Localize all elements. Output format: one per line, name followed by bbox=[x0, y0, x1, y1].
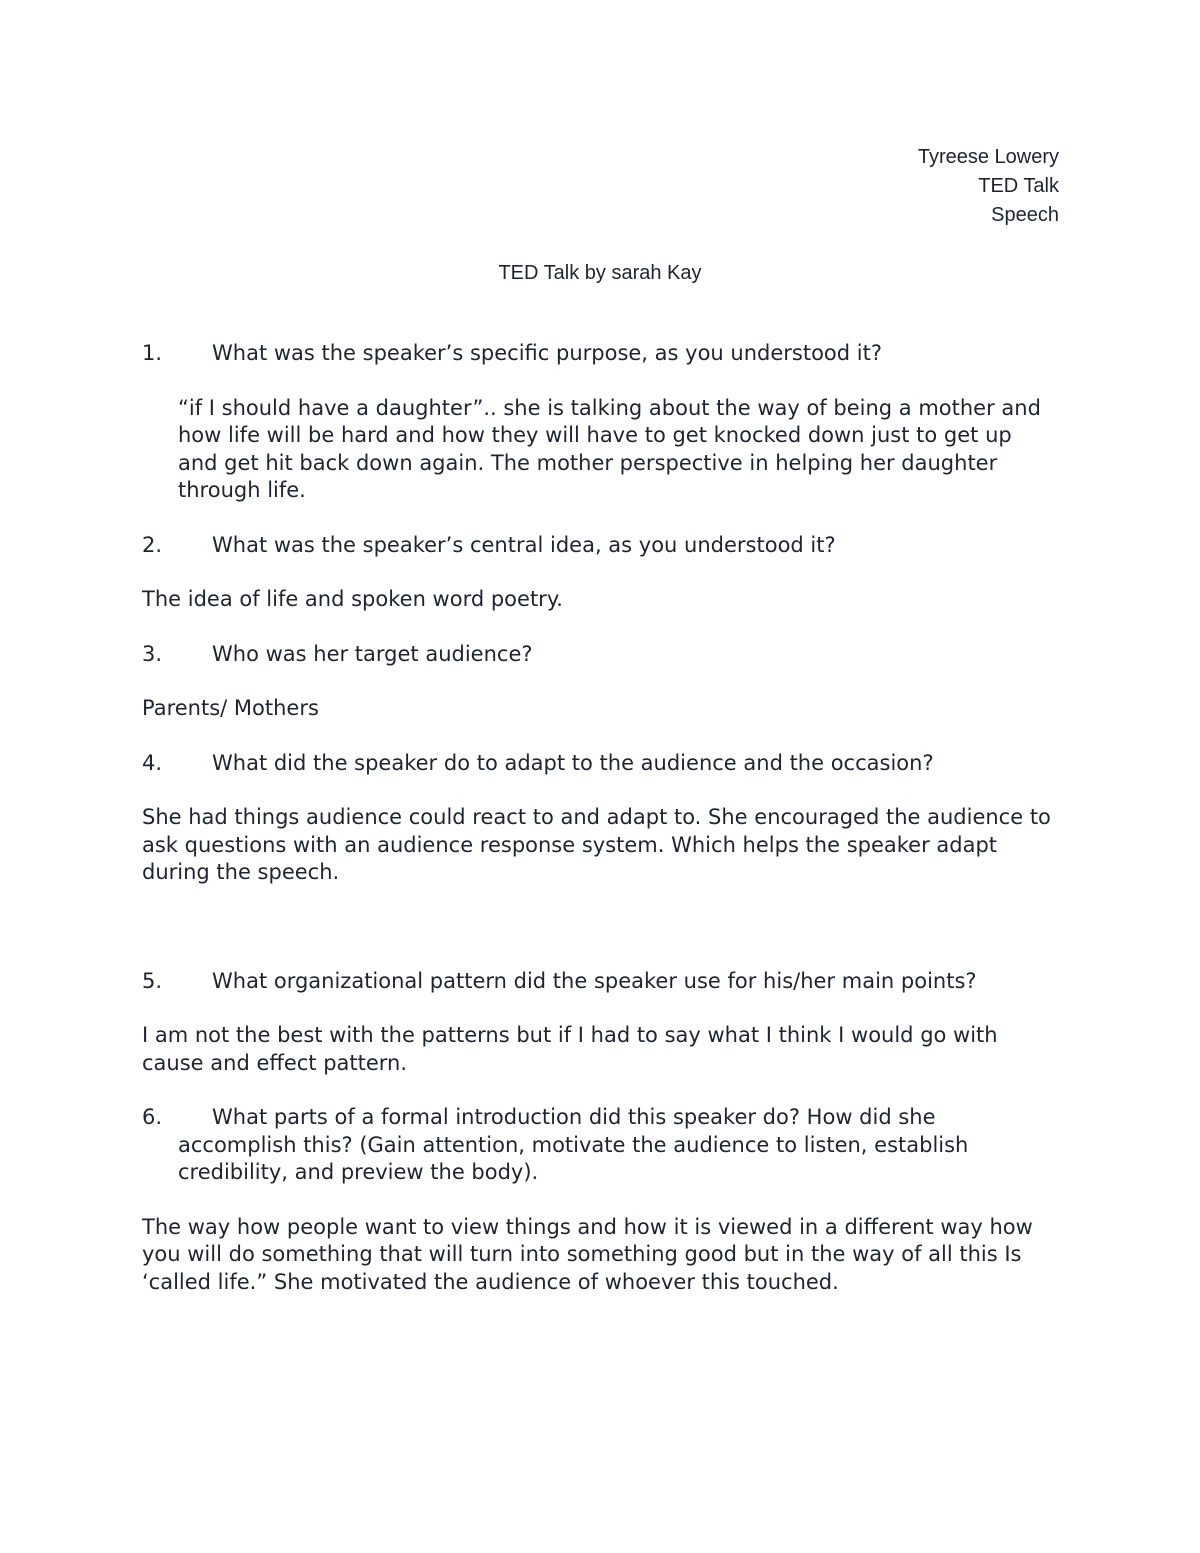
question-number: 5. bbox=[142, 968, 163, 993]
blank-space bbox=[142, 914, 1057, 968]
question-5 bbox=[142, 968, 1057, 996]
question-text: What was the speaker’s specific purpose, as you understood it? bbox=[212, 341, 882, 365]
question-text: What organizational pattern did the speaker use for his/her main points? bbox=[212, 968, 977, 993]
answer-4: She had things audience could react to and adapt to. She encouraged the audience to ask questions with an audience response system. Which helps the speaker adapt during the speech. bbox=[142, 805, 1051, 884]
document-title: TED Talk by sarah Kay bbox=[498, 262, 702, 284]
course-line: TED Talk bbox=[978, 175, 1059, 197]
answer-3: Parents/ Mothers bbox=[142, 696, 319, 720]
question-text: What was the speaker’s central idea, as you understood it? bbox=[212, 532, 836, 557]
question-number: 4. bbox=[142, 750, 163, 775]
answer-6: The way how people want to view things and how it is viewed in a different way how you will do something that will turn into something good but in the way of all this Is ‘called life.” She motivated the audience of whoever this touched. bbox=[142, 1214, 1033, 1294]
question-6 bbox=[142, 1104, 1057, 1187]
question-number: 6. bbox=[142, 1105, 163, 1129]
question-3 bbox=[142, 641, 1057, 669]
author-header bbox=[918, 143, 1059, 230]
answer-1: “if I should have a daughter”.. she is talking about the way of being a mother and how life will be hard and how they will have to get knocked down just to get up and get hit back down again. The mother perspective in helping her daughter through life. bbox=[178, 395, 1041, 502]
answer-2: The idea of life and spoken word poetry. bbox=[142, 587, 563, 611]
question-4 bbox=[142, 750, 1057, 778]
question-number: 2. bbox=[142, 532, 163, 557]
question-text: What did the speaker do to adapt to the audience and the occasion? bbox=[212, 750, 934, 775]
question-number: 1. bbox=[142, 341, 163, 365]
question-number: 3. bbox=[142, 641, 163, 666]
assignment-line: Speech bbox=[991, 204, 1059, 226]
answer-5: I am not the best with the patterns but if I had to say what I think I would go with cause and effect pattern. bbox=[142, 1023, 998, 1075]
author-name: Tyreese Lowery bbox=[917, 146, 1059, 168]
question-2 bbox=[142, 532, 1057, 560]
question-text: What parts of a formal introduction did this speaker do? How did she accomplish this? (Gain attention, motivate the audience to listen, establish credibility, and preview the body). bbox=[178, 1105, 969, 1184]
question-1 bbox=[142, 340, 1057, 368]
document-body bbox=[142, 340, 1057, 1323]
question-text: Who was her target audience? bbox=[212, 641, 533, 666]
